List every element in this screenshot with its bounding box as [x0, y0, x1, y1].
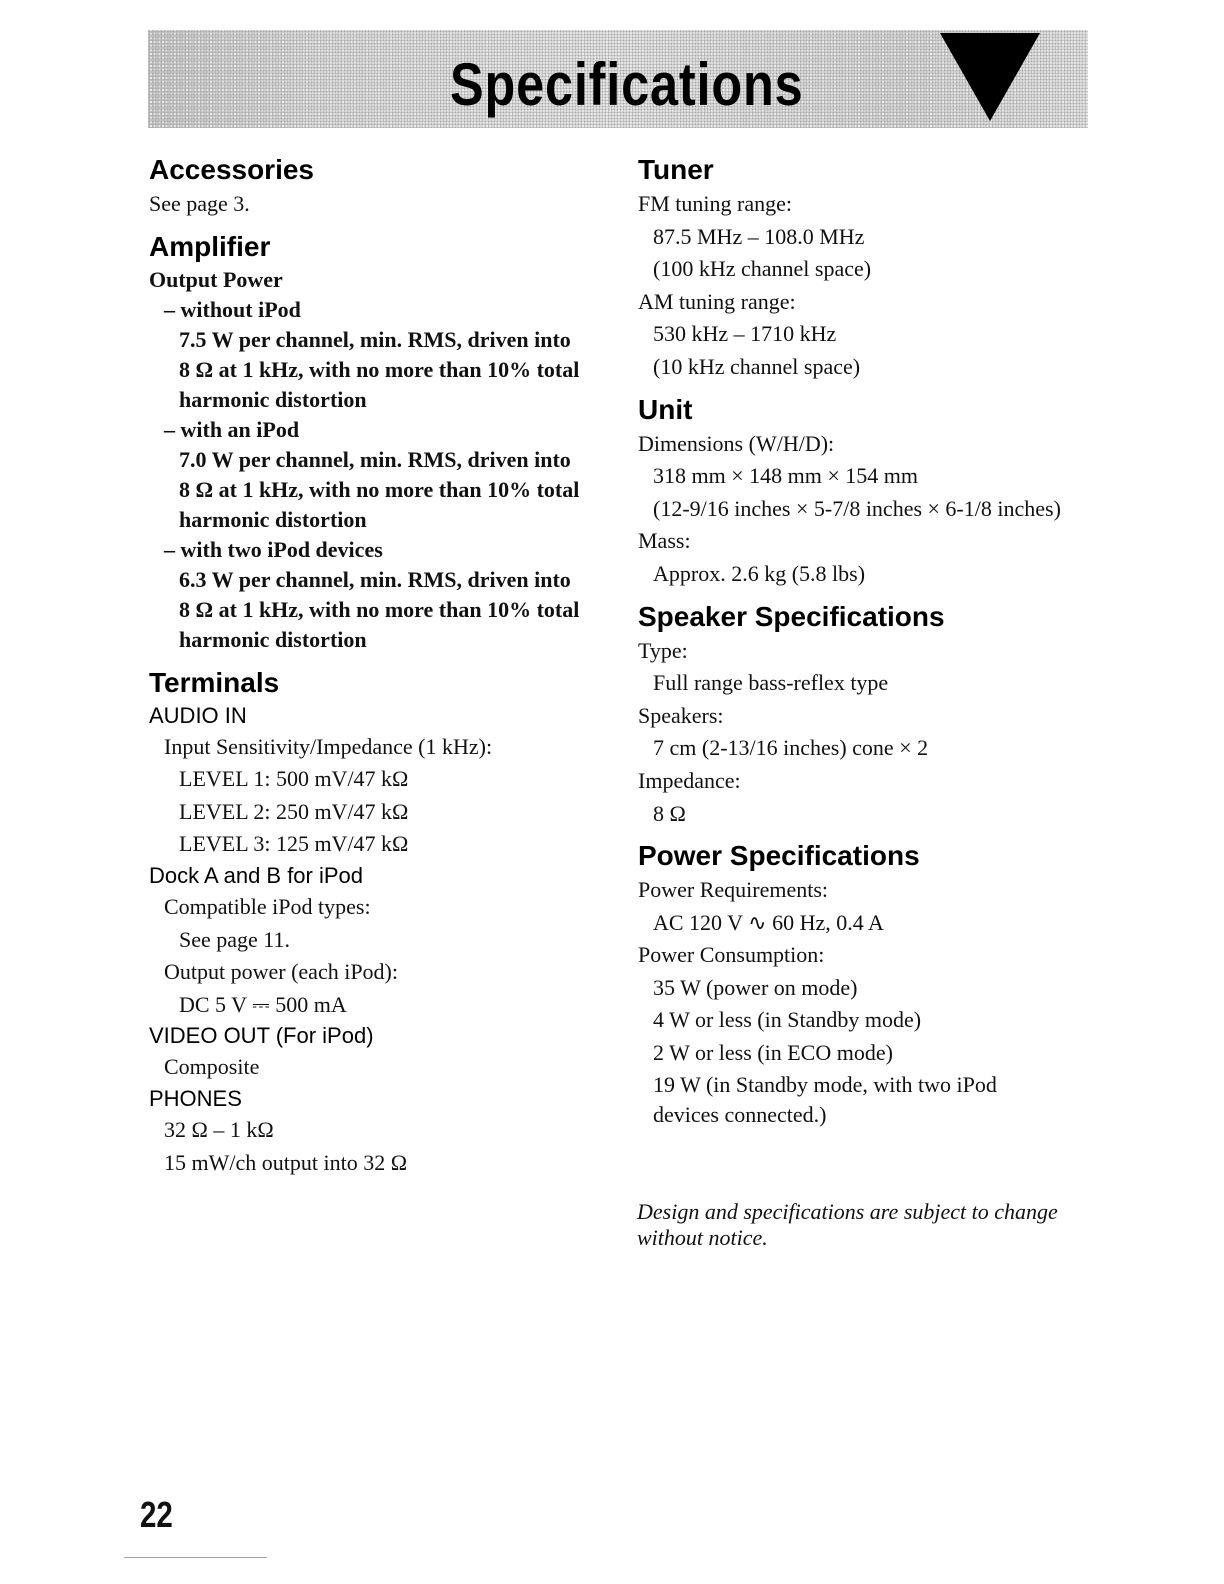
power-consumption-value: 35 W (power on mode): [653, 974, 858, 1000]
level-value: LEVEL 1: 500 mV/47 kΩ: [179, 766, 409, 792]
dimensions-label: Dimensions (W/H/D):: [638, 430, 835, 456]
power-requirements-value: AC 120 V ∿ 60 Hz, 0.4 A: [653, 909, 884, 935]
speakers-value: 7 cm (2-13/16 inches) cone × 2: [653, 735, 929, 761]
disclaimer-line: Design and specifications are subject to change: [637, 1199, 1058, 1224]
amp-group-line: 8 Ω at 1 kHz, with no more than 10% total: [179, 356, 580, 382]
fm-range-label: FM tuning range:: [638, 191, 792, 216]
speakers-label: Speakers:: [638, 702, 724, 728]
output-power-each-value: DC 5 V ⎓ 500 mA: [179, 991, 347, 1017]
dock-label: Dock A and B for iPod: [149, 862, 364, 888]
power-consumption-value: devices connected.): [653, 1101, 827, 1127]
video-out-label: VIDEO OUT (For iPod): [149, 1023, 374, 1049]
impedance-label: Impedance:: [638, 767, 741, 793]
section-heading-unit: Unit: [638, 393, 693, 425]
phones-value: 15 mW/ch output into 32 Ω: [164, 1149, 408, 1175]
power-consumption-value: 19 W (in Standby mode, with two iPod: [653, 1071, 997, 1097]
accessories-text: See page 3.: [149, 191, 250, 216]
phones-value: 32 Ω – 1 kΩ: [164, 1116, 274, 1142]
right-column: [638, 152, 1108, 1130]
section-heading-amplifier: Amplifier: [149, 230, 271, 262]
impedance-value: 8 Ω: [653, 800, 686, 826]
phones-label: PHONES: [149, 1085, 242, 1111]
amp-group-line: 7.0 W per channel, min. RMS, driven into: [179, 446, 571, 472]
dimensions-value: (12-9/16 inches × 5-7/8 inches × 6-1/8 inches): [653, 495, 1061, 521]
mass-value: Approx. 2.6 kg (5.8 lbs): [653, 560, 866, 586]
disclaimer-note: [637, 1199, 1107, 1251]
dimensions-value: 318 mm × 148 mm × 154 mm: [653, 463, 918, 489]
amp-group-line: harmonic distortion: [179, 386, 367, 412]
audio-in-label: AUDIO IN: [149, 702, 247, 728]
amp-group-label: – with two iPod devices: [164, 536, 383, 562]
output-power-label: Output Power: [149, 266, 283, 292]
disclaimer-line: without notice.: [637, 1225, 768, 1250]
am-range-label: AM tuning range:: [638, 288, 796, 314]
amp-group-line: 8 Ω at 1 kHz, with no more than 10% total: [179, 476, 580, 502]
amp-group-line: 7.5 W per channel, min. RMS, driven into: [179, 326, 571, 352]
section-heading-terminals: Terminals: [149, 666, 280, 698]
amp-group-label: – with an iPod: [164, 416, 300, 442]
am-range-value: (10 kHz channel space): [653, 353, 861, 379]
power-consumption-value: 4 W or less (in Standby mode): [653, 1007, 922, 1033]
output-power-each-label: Output power (each iPod):: [164, 959, 398, 985]
power-consumption-value: 2 W or less (in ECO mode): [653, 1040, 893, 1066]
section-heading-speaker: Speaker Specifications: [638, 600, 945, 632]
level-value: LEVEL 3: 125 mV/47 kΩ: [179, 831, 409, 857]
speaker-type-label: Type:: [638, 637, 688, 663]
footer-rule: [124, 1557, 267, 1558]
speaker-type-value: Full range bass-reflex type: [653, 670, 889, 696]
amp-group-label: – without iPod: [164, 296, 301, 322]
video-out-value: Composite: [164, 1054, 260, 1080]
level-value: LEVEL 2: 250 mV/47 kΩ: [179, 798, 409, 824]
compatible-types-label: Compatible iPod types:: [164, 893, 371, 919]
left-column: [149, 152, 619, 1179]
section-heading-power: Power Specifications: [638, 840, 920, 872]
amp-group-line: 8 Ω at 1 kHz, with no more than 10% total: [179, 596, 580, 622]
amp-group-line: harmonic distortion: [179, 626, 367, 652]
section-heading-tuner: Tuner: [638, 154, 714, 185]
am-range-value: 530 kHz – 1710 kHz: [653, 321, 837, 347]
fm-range-value: 87.5 MHz – 108.0 MHz: [653, 223, 865, 249]
input-sensitivity-label: Input Sensitivity/Impedance (1 kHz):: [164, 733, 493, 759]
down-triangle-icon: [940, 33, 1040, 121]
page-title: Specifications: [450, 51, 804, 118]
mass-label: Mass:: [638, 528, 691, 554]
compatible-types-value: See page 11.: [179, 926, 290, 952]
fm-range-value: (100 kHz channel space): [653, 256, 872, 282]
amp-group-line: harmonic distortion: [179, 506, 367, 532]
amp-group-line: 6.3 W per channel, min. RMS, driven into: [179, 566, 571, 592]
power-consumption-label: Power Consumption:: [638, 942, 825, 968]
page-number: 22: [140, 1494, 173, 1535]
section-heading-accessories: Accessories: [149, 154, 315, 185]
power-requirements-label: Power Requirements:: [638, 877, 829, 903]
